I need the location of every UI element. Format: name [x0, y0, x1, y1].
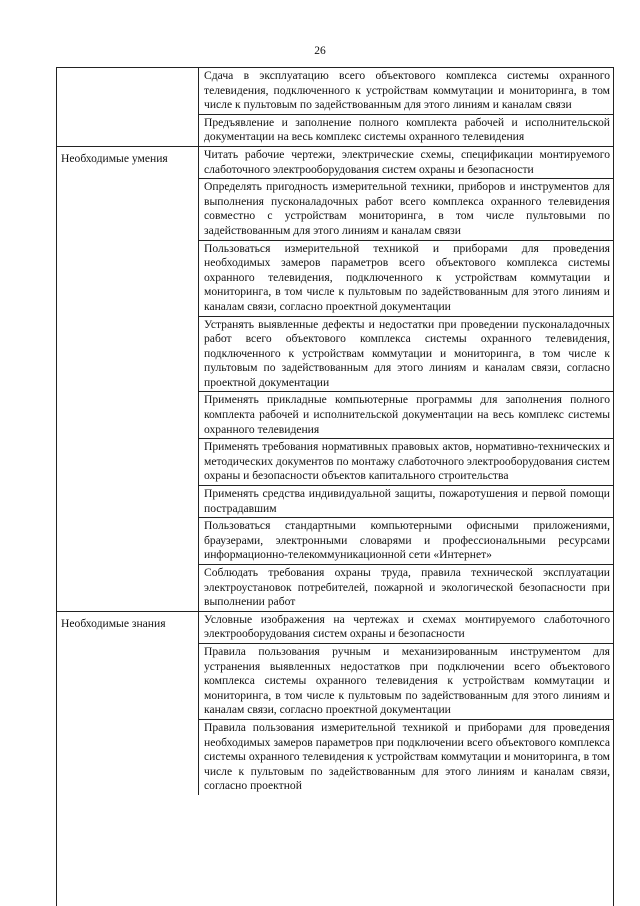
- competency-table: [56, 67, 614, 906]
- table-cell: Пользоваться стандартными компьютерными офисными приложениями, браузерами, электронными словарями и профессиональными ресурсами информационно-телекоммуникационной сети «Интернет»: [199, 518, 613, 565]
- row-cells: [199, 147, 613, 611]
- table-cell: Правила пользования измерительной техникой и приборами для проведения необходимых замеров параметров при подключении всего объектового комплекса системы охранного телевидения к устройствам коммутации и мониторинга, в том числе к пультовым по задействованным для этого линиям и каналам связи, согласно проектной: [204, 720, 610, 793]
- table-row-labor-actions: [57, 68, 613, 147]
- table-row-knowledge: [57, 612, 613, 795]
- table-cell: Условные изображения на чертежах и схемах монтируемого слаботочного электрооборудования систем охраны и безопасности: [199, 612, 613, 644]
- table-cell: Определять пригодность измерительной техники, приборов и инструментов для выполнения пусконаладочных работ всего комплекса охранного телевидения совместно с устройствам мониторинга, в том числе пультовыми по задействованным для этого линиям и каналам связи: [199, 179, 613, 240]
- table-cell: Пользоваться измерительной техникой и приборами для проведения необходимых замеров параметров всего объектового комплекса системы охранного телевидения, подключенного к устройствам коммутации и мониторинга, в том числе к пультовым по задействованным для этого линиям и каналам связи, согласно проектной документации: [199, 241, 613, 317]
- row-label: [57, 68, 199, 146]
- row-cells: [199, 612, 613, 795]
- row-cells: [199, 68, 613, 146]
- row-label-skills: Необходимые умения: [57, 147, 199, 611]
- table-cell: Применять средства индивидуальной защиты, пожаротушения и первой помощи пострадавшим: [199, 486, 613, 518]
- row-label-knowledge: Необходимые знания: [57, 612, 199, 795]
- page-number: 26: [314, 45, 326, 57]
- table-cell: Применять требования нормативных правовых актов, нормативно-технических и методических документов по монтажу слаботочного электрооборудования систем охраны и безопасности объектов капитального строительства: [199, 439, 613, 486]
- table-cell: Применять прикладные компьютерные программы для заполнения полного комплекта рабочей и исполнительской документации на весь комплекс системы охранного телевидения: [199, 392, 613, 439]
- table-cell: Устранять выявленные дефекты и недостатки при проведении пусконаладочных работ всего объектового комплекса системы охранного телевидения, подключенного к устройствам коммутации и мониторинга, в том числе к пультовым по задействованным для этого линиям и каналам связи, согласно проектной документации: [199, 317, 613, 393]
- table-cell: Читать рабочие чертежи, электрические схемы, спецификации монтируемого слаботочного электрооборудования систем охраны и безопасности: [199, 147, 613, 179]
- table-cell: Правила пользования ручным и механизированным инструментом для устранения выявленных недостатков при подключении всего объектового комплекса системы охранного телевидения к устройствам коммутации и мониторинга, в том числе к пультовым по задействованным для этого линиям и каналам связи, согласно проектной документации: [199, 644, 613, 720]
- table-cell: Сдача в эксплуатацию всего объектового комплекса системы охранного телевидения, подключенного к устройствам коммутации и мониторинга, в том числе к пультовым по задействованным для этого линиям и каналам связи: [199, 68, 613, 115]
- table-cell: Предъявление и заполнение полного комплекта рабочей и исполнительской документации на весь комплекс системы охранного телевидения: [204, 115, 610, 144]
- table-row-skills: [57, 147, 613, 612]
- table-cell: Соблюдать требования охраны труда, правила технической эксплуатации электроустановок потребителей, пожарной и экологической безопасности при выполнении работ: [204, 566, 610, 609]
